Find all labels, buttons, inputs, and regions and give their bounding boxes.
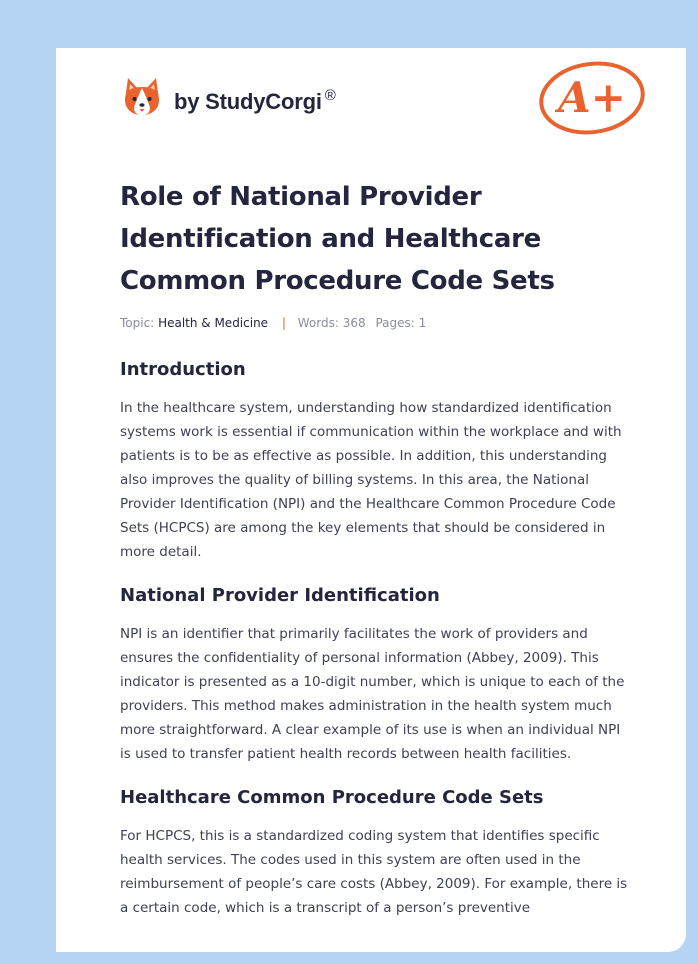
document-meta xyxy=(120,314,632,332)
corgi-icon xyxy=(122,76,162,120)
brand-name: by StudyCorgi ® xyxy=(174,87,336,114)
pages-label: Pages: xyxy=(375,316,415,330)
section-heading-introduction: Introduction xyxy=(120,359,246,380)
section-text-npi: NPI is an identifier that primarily facilitates the work of providers and ensures the confidentiality of personal information (Abbey, 2009). This indicator is presented as a 10-digit number, which is unique to each of the providers. This method makes administration in the health system much more straightforward. A clear example of its use is when an individual NPI is used to transfer patient health records between health facilities. xyxy=(120,626,625,762)
a-plus-grade-badge xyxy=(538,60,648,140)
registered-mark: ® xyxy=(324,87,336,104)
grade-text: A+ xyxy=(558,73,626,122)
words-value: 368 xyxy=(342,316,366,330)
section-heading-npi: National Provider Identification xyxy=(120,585,440,606)
studycorgi-logo[interactable] xyxy=(122,76,336,120)
document-page xyxy=(56,48,686,952)
pages-value: 1 xyxy=(418,316,427,330)
topic-label: Topic: xyxy=(120,316,155,330)
words-label: Words: xyxy=(297,316,339,330)
section-text-hcpcs: For HCPCS, this is a standardized coding system that identifies specific health services. The codes used in this system are often used in the reimbursement of people’s care costs (Abbey, 2009). For example, there is a certain code, which is a transcript of a person’s preventive xyxy=(120,828,628,916)
section-text-introduction: In the healthcare system, understanding how standardized identification systems work is essential if communication within the workplace and with patients is to be as effective as possible. In addition, this understanding also improves the quality of billing systems. In this area, the National Provider Identification (NPI) and the Healthcare Common Procedure Code Sets (HCPCS) are among the key elements that should be considered in more detail. xyxy=(120,400,622,560)
section-heading-hcpcs: Healthcare Common Procedure Code Sets xyxy=(120,787,544,808)
topic-link[interactable]: Health & Medicine xyxy=(158,316,269,330)
document-content xyxy=(120,176,632,920)
meta-separator: | xyxy=(281,316,286,330)
document-title: Role of National Provider Identification and Healthcare Common Procedure Code Sets xyxy=(120,182,555,296)
